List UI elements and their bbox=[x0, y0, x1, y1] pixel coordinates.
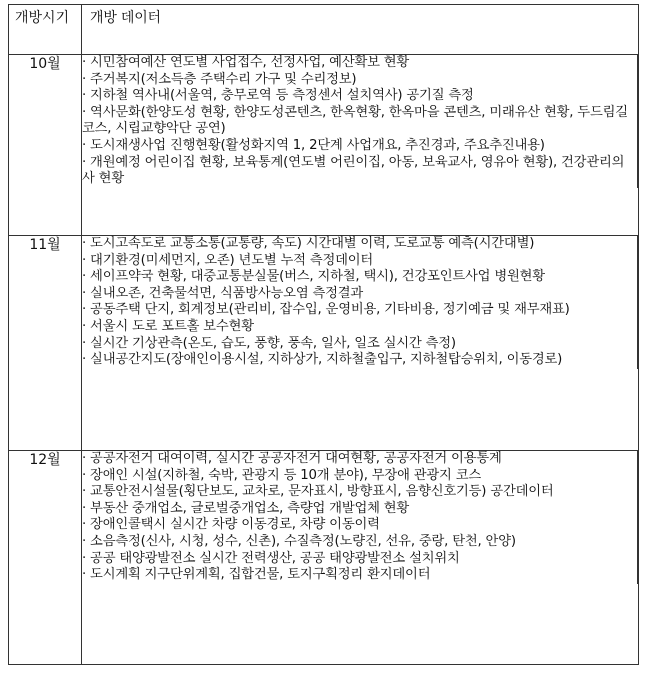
month-cell: 11월 bbox=[9, 236, 82, 451]
list-item: · 실내오존, 건축물석면, 식품방사능오염 측정결과 bbox=[82, 286, 638, 303]
data-items-cell bbox=[82, 236, 639, 451]
list-item: · 시민참여예산 연도별 사업접수, 선정사업, 예산확보 현황 bbox=[82, 55, 638, 72]
list-item: · 개원예정 어린이집 현황, 보육통계(연도별 어린이집, 아동, 보육교사, 영유아 현황), 건강관리의사 현황 bbox=[82, 155, 638, 188]
data-header-cell: 개방 데이터 bbox=[82, 5, 639, 55]
list-item: · 공동주택 단지, 회계정보(관리비, 잡수입, 운영비용, 기타비용, 정기예금 및 재무재표) bbox=[82, 302, 638, 319]
list-item: · 세이프약국 현황, 대중교통분실물(버스, 지하철, 택시), 건강포인트사업 병원현황 bbox=[82, 269, 638, 286]
table-row bbox=[9, 451, 639, 665]
list-item: · 공공 태양광발전소 실시간 전력생산, 공공 태양광발전소 설치위치 bbox=[82, 551, 638, 568]
list-item: · 장애인 시설(지하철, 숙박, 관광지 등 10개 분야), 무장애 관광지 코스 bbox=[82, 468, 638, 485]
list-item: · 주거복지(저소득층 주택수리 가구 및 수리정보) bbox=[82, 72, 638, 89]
table-row bbox=[9, 55, 639, 236]
month-cell: 12월 bbox=[9, 451, 82, 665]
data-items-cell bbox=[82, 451, 639, 665]
list-item: · 실시간 기상관측(온도, 습도, 풍향, 풍속, 일사, 일조 실시간 측정) bbox=[82, 336, 638, 353]
list-item: · 역사문화(한양도성 현황, 한양도성콘텐츠, 한옥현황, 한옥마을 콘텐츠, 미래유산 현황, 두드림길 코스, 시립교향악단 공연) bbox=[82, 105, 638, 138]
table-row bbox=[9, 236, 639, 451]
table-header-row bbox=[9, 5, 639, 55]
list-item: · 지하철 역사내(서울역, 충무로역 등 측정센서 설치역사) 공기질 측정 bbox=[82, 88, 638, 105]
list-item: · 공공자전거 대여이력, 실시간 공공자전거 대여현황, 공공자전거 이용통계 bbox=[82, 451, 638, 468]
list-item: · 장애인콜택시 실시간 차량 이동경로, 차량 이동이력 bbox=[82, 517, 638, 534]
list-item: · 도시고속도로 교통소통(교통량, 속도) 시간대별 이력, 도로교통 예측(시간대별) bbox=[82, 236, 638, 253]
list-item: · 소음측정(신사, 시청, 성수, 신촌), 수질측정(노량진, 선유, 중랑, 탄천, 안양) bbox=[82, 534, 638, 551]
list-item: · 대기환경(미세먼지, 오존) 년도별 누적 측정데이터 bbox=[82, 253, 638, 270]
list-item: · 서울시 도로 포트홀 보수현황 bbox=[82, 319, 638, 336]
list-item: · 실내공간지도(장애인이용시설, 지하상가, 지하철출입구, 지하철탑승위치, 이동경로) bbox=[82, 352, 638, 369]
list-item: · 도시계획 지구단위계획, 집합건물, 토지구획정리 환지데이터 bbox=[82, 567, 638, 584]
list-item: · 도시재생사업 진행현황(활성화지역 1, 2단계 사업개요, 추진경과, 주요추진내용) bbox=[82, 138, 638, 155]
list-item: · 교통안전시설물(횡단보도, 교차로, 문자표시, 방향표시, 음향신호기등) 공간데이터 bbox=[82, 484, 638, 501]
open-data-schedule-table bbox=[8, 4, 639, 665]
period-header-cell: 개방시기 bbox=[9, 5, 82, 55]
month-cell: 10월 bbox=[9, 55, 82, 236]
data-items-cell bbox=[82, 55, 639, 236]
list-item: · 부동산 중개업소, 글로벌중개업소, 측량업 개발업체 현황 bbox=[82, 501, 638, 518]
